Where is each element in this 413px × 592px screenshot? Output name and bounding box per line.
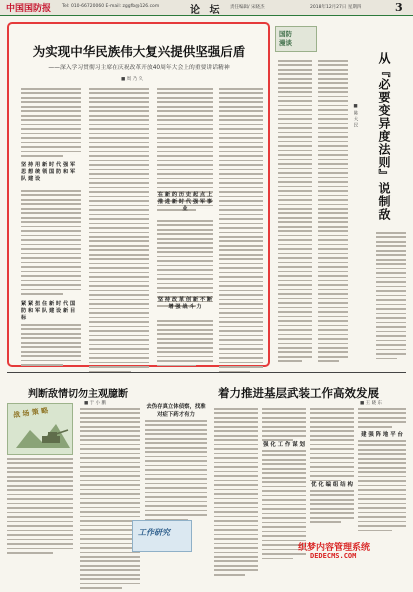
right-subhead: 优 化 编 组 结 构 xyxy=(311,482,353,488)
text-column xyxy=(376,232,406,362)
text-column xyxy=(80,408,140,592)
text-column xyxy=(21,88,81,160)
text-column xyxy=(7,458,73,557)
column-logo-label: 工作研究 xyxy=(138,528,170,537)
text-column xyxy=(214,408,258,578)
illustration-label: 战 场 策 略 xyxy=(12,406,49,420)
newspaper-logo: 中国国防报 xyxy=(6,4,52,14)
text-column xyxy=(358,440,406,534)
text-column xyxy=(278,60,312,365)
lower-right-title[interactable]: 着力推进基层武装工作高效发展 xyxy=(218,386,379,400)
text-column xyxy=(262,408,306,444)
feature-byline: ■ 周 乃 久 xyxy=(121,77,144,82)
text-column xyxy=(310,490,354,526)
text-column xyxy=(219,88,263,375)
column-badge xyxy=(275,26,317,52)
right-subhead: 强 化 工 作 谋 划 xyxy=(263,442,305,448)
mid-subhead: 对症下药才有力 xyxy=(157,412,195,418)
feature-subhead: 在 新 的 历 史 起 点 上 推 进 新 时 代 强 军 事 业 xyxy=(157,192,213,212)
contact-info: Tel: 010-66720060 E-mail: zggfb@126.com xyxy=(62,4,160,9)
feature-article[interactable] xyxy=(7,22,270,367)
masthead xyxy=(0,0,413,16)
feature-subhead: 坚 持 用 新 时 代 强 军 思 想 统 领 国 防 和 军 队 建 设 xyxy=(21,162,76,182)
text-column xyxy=(89,88,149,375)
lower-right-byline: ■ 王 晓 东 xyxy=(360,401,383,406)
lower-left-byline: ■ 于 小 鹏 xyxy=(84,401,107,406)
text-column xyxy=(358,408,406,430)
section-name: 论 坛 xyxy=(190,5,223,16)
editor-credit: 责任编辑/ 宋晓杰 xyxy=(230,5,265,10)
mid-subhead: 去伪存真立体侦察，找准 xyxy=(146,404,206,410)
watermark-url: DEDECMS.COM xyxy=(310,552,357,560)
watermark-text: 织梦内容管理系统 xyxy=(298,543,371,553)
issue-date: 2018年12月27日 星期四 xyxy=(310,5,362,10)
right-subhead: 建 强 阵 地 平 台 xyxy=(361,432,403,438)
text-column xyxy=(310,408,354,484)
page-number: 3 xyxy=(395,1,403,14)
lower-left-title[interactable]: 判断敌情切勿主观臆断 xyxy=(28,389,128,400)
sidebar-byline: ■ 陈 大 民 xyxy=(353,104,358,127)
text-column xyxy=(145,420,207,523)
feature-subtitle: ——深入学习贯彻习主席在庆祝改革开放40周年大会上的重要讲话精神 xyxy=(48,65,230,71)
text-column xyxy=(157,320,213,369)
feature-subhead: 坚 持 改 革 创 新 不 断 增 强 战 斗 力 xyxy=(157,297,213,310)
section-divider xyxy=(7,372,406,373)
sidebar-article-title[interactable]: 从『必要变异度法则』说制敌 xyxy=(377,52,391,221)
battlefield-illustration xyxy=(7,403,73,455)
text-column xyxy=(318,60,348,365)
feature-subhead: 紧 紧 扭 住 新 时 代 国 防 和 军 队 建 设 新 目 标 xyxy=(21,301,76,321)
feature-title[interactable]: 为实现中华民族伟大复兴提供坚强后盾 xyxy=(32,44,246,59)
text-column xyxy=(21,190,81,298)
text-column xyxy=(21,324,81,369)
column-badge-label: 国防 漫谈 xyxy=(279,30,292,47)
column-logo xyxy=(132,520,192,552)
